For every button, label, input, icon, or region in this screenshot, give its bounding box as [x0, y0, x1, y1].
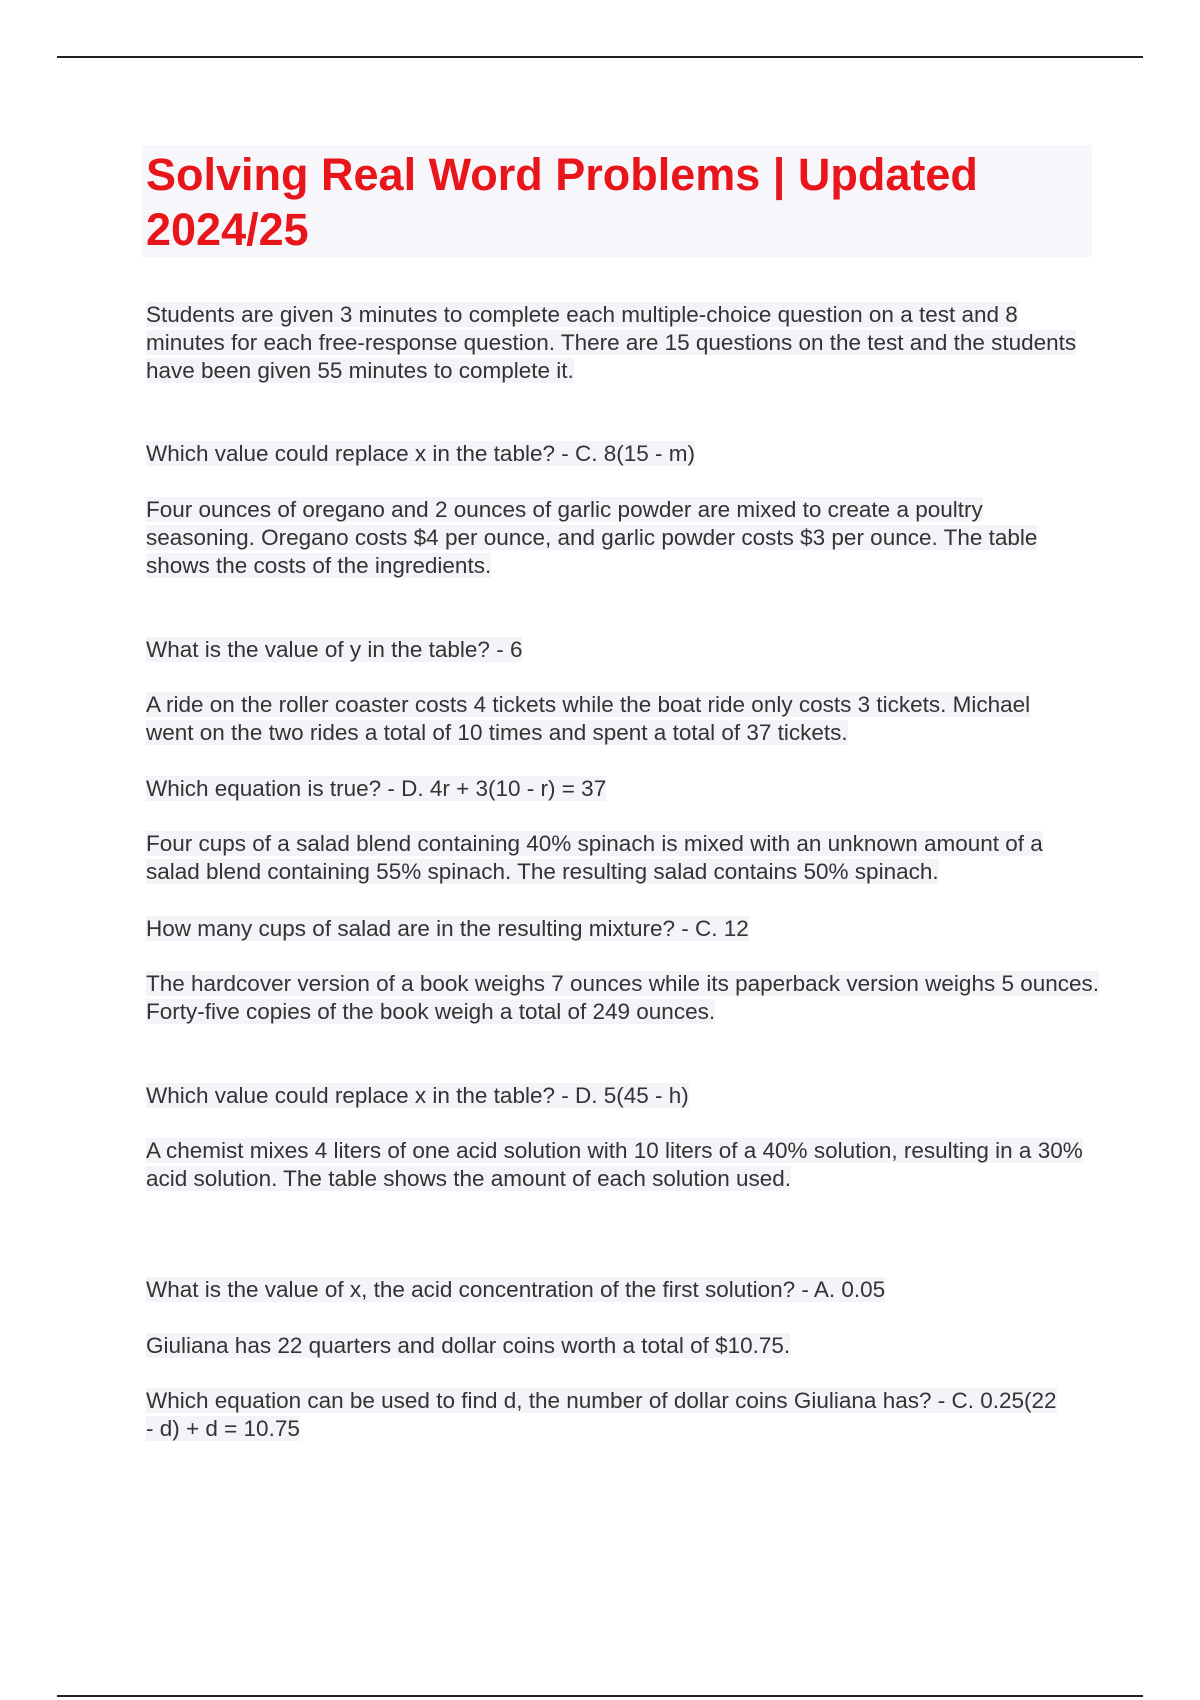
- question-answer-7: [146, 1387, 1066, 1443]
- problem-statement-2: [146, 496, 1066, 580]
- question-answer-1: [146, 440, 1096, 468]
- problem-statement-1-text: Students are given 3 minutes to complete each multiple-choice question on a test and 8 minutes for each free-response question. There are 15 questions on the test and the students have been given 55 minutes to complete it.: [146, 302, 1077, 383]
- question-answer-7-text: Which equation can be used to find d, the number of dollar coins Giuliana has? - C. 0.25(22 - d) + d = 10.75: [146, 1388, 1057, 1441]
- problem-statement-6-text: A chemist mixes 4 liters of one acid solution with 10 liters of a 40% solution, resulting in a 30% acid solution. The table shows the amount of each solution used.: [146, 1138, 1083, 1191]
- problem-statement-6: [146, 1137, 1101, 1193]
- problem-statement-7-text: Giuliana has 22 quarters and dollar coins worth a total of $10.75.: [146, 1333, 791, 1358]
- question-answer-3-text: Which equation is true? - D. 4r + 3(10 - r) = 37: [146, 776, 607, 801]
- question-answer-5-text: Which value could replace x in the table? - D. 5(45 - h): [146, 1083, 689, 1108]
- question-answer-3: [146, 775, 1096, 803]
- question-answer-6-text: What is the value of x, the acid concentration of the first solution? - A. 0.05: [146, 1277, 886, 1302]
- question-answer-4: [146, 915, 1096, 943]
- document-title: Solving Real Word Problems | Updated 2024/25: [146, 149, 978, 255]
- problem-statement-4-text: Four cups of a salad blend containing 40% spinach is mixed with an unknown amount of a salad blend containing 55% spinach. The resulting salad contains 50% spinach.: [146, 831, 1043, 884]
- question-answer-4-text: How many cups of salad are in the resulting mixture? - C. 12: [146, 916, 749, 941]
- top-rule: [57, 56, 1143, 58]
- question-answer-2-text: What is the value of y in the table? - 6: [146, 637, 523, 662]
- problem-statement-5-text: The hardcover version of a book weighs 7 ounces while its paperback version weighs 5 ounces. Forty-five copies of the book weigh a total of 249 ounces.: [146, 971, 1100, 1024]
- problem-statement-5: [146, 970, 1101, 1026]
- problem-statement-2-text: Four ounces of oregano and 2 ounces of garlic powder are mixed to create a poultry seasoning. Oregano costs $4 per ounce, and garlic powder costs $3 per ounce. The table shows the costs of the ingredients.: [146, 497, 1038, 578]
- question-answer-5: [146, 1082, 1096, 1110]
- question-answer-2: [146, 636, 1096, 664]
- problem-statement-4: [146, 830, 1101, 886]
- question-answer-6: [146, 1276, 1096, 1304]
- question-answer-1-text: Which value could replace x in the table? - C. 8(15 - m): [146, 441, 695, 466]
- problem-statement-7: [146, 1332, 1096, 1360]
- problem-statement-1: [146, 301, 1096, 385]
- problem-statement-3-text: A ride on the roller coaster costs 4 tickets while the boat ride only costs 3 tickets. Michael went on the two rides a total of 10 times and spent a total of 37 tickets.: [146, 692, 1031, 745]
- bottom-rule: [57, 1695, 1143, 1697]
- problem-statement-3: [146, 691, 1046, 747]
